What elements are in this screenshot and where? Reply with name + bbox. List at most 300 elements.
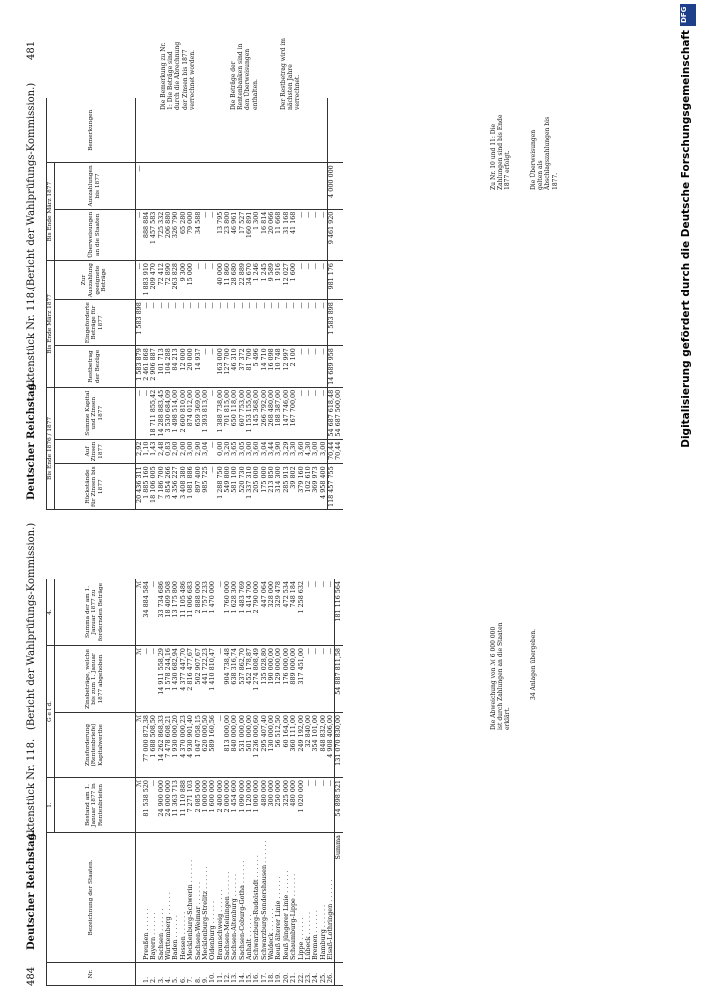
col8-header: Restbetrag der Bezüge <box>54 346 135 388</box>
bestand-value: 24 000 000 <box>165 778 172 833</box>
left-header-source: Aktenstück Nr. 118. <box>26 738 37 840</box>
summa-value: 447 064 <box>261 579 268 646</box>
row-number: 25. <box>320 963 327 986</box>
value-c8: — <box>202 346 209 388</box>
value-c12 <box>224 163 231 209</box>
col5-header: Rückstände für Zinsen bis 1877 <box>54 464 135 510</box>
value-c11: — <box>320 209 328 260</box>
value-c12 <box>283 163 290 209</box>
value-c9: — <box>158 300 165 346</box>
value-c11: 13 795 <box>217 209 224 260</box>
rotated-document <box>20 30 680 990</box>
value-c5: 7 186 700 <box>158 464 165 510</box>
state-name: Schwarzburg-Rudolstadt . . . . . . <box>253 833 260 963</box>
value-c11: 206 880 <box>165 209 172 260</box>
state-name: Bayern . . . . . . <box>150 833 157 963</box>
row-number: 7. <box>187 963 194 986</box>
zinsbetraege-value: 441 722,23 <box>202 646 209 713</box>
value-c9: — <box>290 300 297 346</box>
value-c7: — <box>312 387 319 439</box>
sum-c8: 14 689 958 <box>328 346 336 388</box>
summa-value: — <box>305 579 312 646</box>
bestand-value: 1 000 000 <box>253 778 260 833</box>
right-note-2: Die Beträge der Rentenbanken sind in den Überweisungen enthalten. <box>230 43 259 110</box>
bestand-value: 11 110 888 <box>180 778 187 833</box>
zinsforderung-value: 4 908 406,00 <box>327 713 335 778</box>
value-c6: 3,05 <box>239 439 246 464</box>
sum-zinsbetraege: 54 887 811,58 <box>335 646 343 713</box>
row-number: 23. <box>305 963 312 986</box>
value-c8: 14 710 <box>261 346 268 388</box>
value-c10: — <box>135 261 143 300</box>
zinsforderung-value: 501 000,00 <box>246 713 253 778</box>
zinsforderung-value: 360 111,00 <box>290 713 297 778</box>
value-c6: 0,83 <box>165 439 172 464</box>
zinsbetraege-value: 2 816 477,67 <box>187 646 194 713</box>
value-c5: 213 850 <box>268 464 275 510</box>
zinsforderung-value: 1 688 508,50 <box>150 713 157 778</box>
value-c9: — <box>165 300 172 346</box>
state-name: Baden . . . . . . <box>172 833 179 963</box>
value-c10: 72 412 <box>158 261 165 300</box>
value-c11: — <box>298 209 305 260</box>
col-nr: Nr. <box>47 963 136 986</box>
row-number: 1. <box>143 963 150 986</box>
zinsbetraege-value: 1 430 682,94 <box>172 646 179 713</box>
bestand-value: 1 090 000 <box>239 778 246 833</box>
col7-header: Summe Kapital und Zinsen 1877 <box>54 387 135 439</box>
value-c6: 2,90 <box>195 439 202 464</box>
value-c6: 2,92 <box>135 439 143 464</box>
bestand-value: 11 363 713 <box>172 778 179 833</box>
value-c12 <box>165 163 172 209</box>
state-name: Sachsen-Weimar . . . . . . <box>195 833 202 963</box>
value-c7: — <box>320 387 328 439</box>
sum-bestand: 54 898 521 <box>335 778 343 833</box>
summa-value: 1 470 000 <box>209 579 216 646</box>
value-c10: 12 027 <box>283 261 290 300</box>
state-name: Waldeck . . . . . . <box>268 833 275 963</box>
zinsforderung-value: 1 236 000,60 <box>253 713 260 778</box>
col4-num: 4. <box>47 579 55 646</box>
value-c8: 2 100 <box>290 346 297 388</box>
value-c7: 607 753,00 <box>239 387 246 439</box>
state-name: Mecklenburg-Strelitz . . . . . . <box>202 833 209 963</box>
value-c11: 160 891 <box>246 209 253 260</box>
zinsbetraege-value: 889 000,00 <box>290 646 297 713</box>
sum-row <box>335 579 343 986</box>
sum-c6: 70,44 <box>328 439 336 464</box>
unit: ℳ <box>135 778 143 833</box>
value-c12 <box>231 163 238 209</box>
summa-value: 1 258 632 <box>298 579 305 646</box>
state-name: Sachsen-Altenburg . . . . . . <box>231 833 238 963</box>
value-c9: — <box>239 300 246 346</box>
summa-value: 18 409 508 <box>165 579 172 646</box>
state-name: Reuß älterer Linie . . . . . . <box>275 833 282 963</box>
row-number: 6. <box>180 963 187 986</box>
value-c5: 39 802 <box>290 464 297 510</box>
right-note-5: Die Überweisungen gelten als Abschlagszahlungen bis 1877. <box>530 116 559 190</box>
value-c11: 326 790 <box>172 209 179 260</box>
value-c7: 145 368,00 <box>253 387 260 439</box>
value-c8: 20 000 <box>187 346 194 388</box>
zinsforderung-value: 531 000,00 <box>239 713 246 778</box>
zinsforderung-value: 589 160,56 <box>209 713 216 778</box>
bestand-value: 480 000 <box>290 778 297 833</box>
value-c5: 897 400 <box>195 464 202 510</box>
right-group-2: Bis Ende März 1877 <box>47 261 55 388</box>
zinsbetraege-value: — <box>305 646 312 713</box>
value-c5: 581 100 <box>231 464 238 510</box>
value-c12 <box>217 163 224 209</box>
row-number: 18. <box>268 963 275 986</box>
dfg-logo: DFG <box>680 4 696 26</box>
value-c8: 10 748 <box>275 346 282 388</box>
zinsbetraege-value: 452 178,87 <box>246 646 253 713</box>
value-c10: — <box>209 261 216 300</box>
summa-value: 2 888 000 <box>195 579 202 646</box>
bestand-value: 2 000 000 <box>224 778 231 833</box>
value-c6: 3,20 <box>224 439 231 464</box>
zinsbetraege-value: — <box>312 646 319 713</box>
value-c9: — <box>217 300 224 346</box>
row-number: 26. <box>327 963 335 986</box>
value-c6: 3,00 <box>320 439 328 464</box>
row-number: 24. <box>312 963 319 986</box>
value-c9: 1 583 898 <box>135 300 143 346</box>
value-c12 <box>246 163 253 209</box>
value-c9: — <box>209 300 216 346</box>
summa-value: 472 534 <box>283 579 290 646</box>
bestand-value: 1 000 000 <box>202 778 209 833</box>
value-c12 <box>209 163 216 209</box>
zinsforderung-value: 354 101,00 <box>312 713 319 778</box>
value-c9: — <box>261 300 268 346</box>
zinsforderung-value: 4 930 901,40 <box>187 713 194 778</box>
value-c6: 3,00 <box>246 439 253 464</box>
value-c9: — <box>275 300 282 346</box>
value-c10: 40 000 <box>217 261 224 300</box>
value-c8: 16 098 <box>268 346 275 388</box>
summa-value: 1 483 769 <box>239 579 246 646</box>
zinsbetraege-value: — <box>143 646 150 713</box>
value-c11: 1 457 583 <box>150 209 157 260</box>
summa-value: 11 105 486 <box>180 579 187 646</box>
zinsforderung-value: 249 192,00 <box>298 713 305 778</box>
col3-header: Zinsbeträge, welche bis zum 1. Januar 1877 abgehoben <box>54 646 135 713</box>
value-c8: 104 288 <box>165 346 172 388</box>
value-c6: 4,30 <box>305 439 312 464</box>
summa-value: — <box>327 579 335 646</box>
value-c8: 163 000 <box>217 346 224 388</box>
row-number: 5. <box>172 963 179 986</box>
value-c7: — <box>135 387 143 439</box>
value-c12 <box>180 163 187 209</box>
value-c10: — <box>320 261 328 300</box>
col23-group: G e l d. <box>47 646 55 778</box>
left-page-number: 484 <box>26 966 37 986</box>
value-c12 <box>143 163 150 209</box>
bestand-value: 7 271 103 <box>187 778 194 833</box>
row-number: 22. <box>298 963 305 986</box>
value-c6: — <box>209 439 216 464</box>
value-c9: — <box>231 300 238 346</box>
value-c11: 17 527 <box>239 209 246 260</box>
col9-header: Eingeforderte Beträge für 1877 <box>54 300 135 346</box>
value-c6: 3,00 <box>187 439 194 464</box>
state-name: Braunschweig . . . . . . <box>217 833 224 963</box>
value-c11: 79 000 <box>187 209 194 260</box>
bestand-value: — <box>327 778 335 833</box>
value-c5: 1 288 750 <box>217 464 224 510</box>
value-c10: 209 470 <box>150 261 157 300</box>
value-c9: — <box>187 300 194 346</box>
left-note-2: 34 Anlagen übergeben. <box>530 628 537 700</box>
value-c8: 101 713 <box>158 346 165 388</box>
zinsbetraege-value: 1 410 810,47 <box>209 646 216 713</box>
remark-cell <box>305 98 312 163</box>
zinsforderung-value: 77 000 872,38 <box>143 713 150 778</box>
unit: ℳ <box>135 713 143 778</box>
value-c8: 5 496 <box>253 346 260 388</box>
value-c8: 46 310 <box>231 346 238 388</box>
remark-cell <box>261 98 268 163</box>
value-c12 <box>261 163 268 209</box>
value-c11: — <box>202 209 209 260</box>
row-number: 13. <box>231 963 238 986</box>
dfg-credit: Digitalisierung gefördert durch die Deutsche Forschungsgemeinschaft <box>680 30 692 448</box>
remark-cell <box>217 98 224 163</box>
summa-value: — <box>320 579 327 646</box>
state-name: Elsaß-Lothringen . . . . . . <box>327 833 335 963</box>
value-c12 <box>239 163 246 209</box>
value-c7: 147 746,00 <box>283 387 290 439</box>
remark-cell <box>312 98 319 163</box>
value-c7: — <box>298 387 305 439</box>
value-c5: 314 300 <box>275 464 282 510</box>
value-c8: 81 700 <box>246 346 253 388</box>
value-c8: 2 906 887 <box>150 346 157 388</box>
sum-label: Summa <box>335 833 343 963</box>
value-c12 <box>150 163 157 209</box>
value-c9: — <box>253 300 260 346</box>
value-c10: — <box>202 261 209 300</box>
value-c9: — <box>224 300 231 346</box>
value-c9: — <box>143 300 150 346</box>
state-name: Sachsen-Meiningen . . . . . . <box>224 833 231 963</box>
zinsbetraege-value: — <box>150 646 157 713</box>
value-c11: 65 280 <box>180 209 187 260</box>
remark-cell <box>320 98 328 163</box>
zinsforderung-value: 7 478 608,21 <box>165 713 172 778</box>
bestand-value: 81 538 520 <box>143 778 150 833</box>
value-c6: 3,30 <box>290 439 297 464</box>
col10-header: Zur Auszahlung geeignete Beträge <box>54 261 135 300</box>
value-c9: — <box>246 300 253 346</box>
value-c12 <box>290 163 297 209</box>
value-c5: 20 436 311 <box>135 464 143 510</box>
state-name: Württemberg . . . . . . <box>165 833 172 963</box>
value-c6: 3,90 <box>275 439 282 464</box>
value-c12 <box>305 163 312 209</box>
value-c11: — <box>305 209 312 260</box>
value-c11: 1 300 <box>253 209 260 260</box>
zinsforderung-value: 295 407,40 <box>261 713 268 778</box>
value-c11: 11 668 <box>275 209 282 260</box>
blank <box>335 300 342 346</box>
summa-value: 1 414 700 <box>246 579 253 646</box>
sum2-c6: 70,44 <box>335 439 342 464</box>
value-c6: 3,65 <box>231 439 238 464</box>
row-number: 3. <box>158 963 165 986</box>
value-c10: 1 883 910 <box>143 261 150 300</box>
value-c7: 1 498 514,00 <box>172 387 179 439</box>
zinsforderung-value: 14 262 868,33 <box>158 713 165 778</box>
value-c9: — <box>312 300 319 346</box>
col1-num: 1. <box>47 778 55 833</box>
zinsforderung-value: 813 000,00 <box>224 713 231 778</box>
summa-value: 13 175 800 <box>172 579 179 646</box>
value-c6: 3,60 <box>298 439 305 464</box>
state-name: Hamburg . . . . . . <box>320 833 327 963</box>
value-c9: — <box>172 300 179 346</box>
remark-cell <box>143 98 150 163</box>
value-c5: — <box>209 464 216 510</box>
bestand-value: 250 000 <box>275 778 282 833</box>
right-note-4: Zu Nr. 10 und 11: Die Zahlungen sind bis Ende 1877 erfolgt. <box>490 114 512 190</box>
bestand-value: — <box>305 778 312 833</box>
value-c7: 188 387,00 <box>275 387 282 439</box>
state-name: Bremen . . . . . . <box>312 833 319 963</box>
value-c6: 3,29 <box>283 439 290 464</box>
value-c7: 268 480,00 <box>268 387 275 439</box>
row-number: 11. <box>217 963 224 986</box>
value-c5: 369 973 <box>312 464 319 510</box>
value-c8: 12 997 <box>283 346 290 388</box>
row-number: 16. <box>253 963 260 986</box>
zinsforderung-value: 32 840,00 <box>305 713 312 778</box>
value-c9: — <box>180 300 187 346</box>
value-c8: 12 000 <box>180 346 187 388</box>
sum-c11: 9 461 920 <box>328 209 336 260</box>
summa-value: 2 790 000 <box>253 579 260 646</box>
zinsbetraege-value: 1 578 244,16 <box>165 646 172 713</box>
value-c9: — <box>320 300 328 346</box>
value-c7: 659 369,00 <box>195 387 202 439</box>
value-c5: 285 913 <box>283 464 290 510</box>
col11-header: Überweisungen an die Staaten <box>54 209 135 260</box>
value-c10: — <box>312 261 319 300</box>
sum-summa: 181 116 564 <box>335 579 343 646</box>
value-c12 <box>158 163 165 209</box>
value-c10: — <box>298 261 305 300</box>
value-c10: 9 589 <box>268 261 275 300</box>
value-c5: 520 730 <box>239 464 246 510</box>
value-c5: 102 610 <box>305 464 312 510</box>
unit: ℳ <box>135 646 143 713</box>
sum-spacer <box>335 963 343 986</box>
row-number: 15. <box>246 963 253 986</box>
sum-c7: 54 687 618,48 <box>328 387 336 439</box>
value-c9: — <box>305 300 312 346</box>
value-c10: 15 000 <box>187 261 194 300</box>
zinsforderung-value: 60 164,00 <box>283 713 290 778</box>
value-c9: — <box>283 300 290 346</box>
value-c10: 28 680 <box>231 261 238 300</box>
value-c8: — <box>320 346 328 388</box>
summa-value: 1 757 233 <box>202 579 209 646</box>
value-c5: 549 800 <box>224 464 231 510</box>
zinsbetraege-value: 502 907,67 <box>195 646 202 713</box>
value-c5: 3 854 266 <box>165 464 172 510</box>
zinsbetraege-value: 904 738,48 <box>224 646 231 713</box>
right-header-title: (Bericht der Wahlprüfungs-Kommission.) <box>26 82 37 290</box>
value-c8: — <box>209 346 216 388</box>
value-c9: — <box>298 300 305 346</box>
value-c7: 167 700,00 <box>290 387 297 439</box>
value-c11: 16 814 <box>261 209 268 260</box>
bestand-value: — <box>320 778 327 833</box>
value-c7: 1 388 738,00 <box>217 387 224 439</box>
state-name: Mecklenburg-Schwerin . . . . . . <box>187 833 194 963</box>
value-c7: — <box>143 387 150 439</box>
bestand-value: — <box>150 778 157 833</box>
bestand-value: 1 454 600 <box>231 778 238 833</box>
left-table <box>46 579 343 986</box>
sum2-c7: 54 687 500,00 <box>335 387 342 439</box>
remark-cell <box>135 98 143 163</box>
value-c12 <box>195 163 202 209</box>
value-c7: 2 600 810,00 <box>180 387 187 439</box>
value-c8: — <box>312 346 319 388</box>
state-name: Schwarzburg-Sondershausen . . . . . . <box>261 833 268 963</box>
value-c8: 14 937 <box>195 346 202 388</box>
zinsbetraege-value: 317 451,00 <box>298 646 305 713</box>
row-number: 19. <box>275 963 282 986</box>
value-c10: 1 600 <box>290 261 297 300</box>
summa-value: 1 628 300 <box>231 579 238 646</box>
value-c5: 379 160 <box>298 464 305 510</box>
value-c6: 1,43 <box>150 439 157 464</box>
blank <box>335 209 342 260</box>
value-c9: — <box>202 300 209 346</box>
value-c7: — <box>209 387 216 439</box>
row-number: 4. <box>165 963 172 986</box>
row-number: 20. <box>283 963 290 986</box>
col-name: Bezeichnung der Staaten. <box>47 833 136 963</box>
value-c5: 1 081 886 <box>187 464 194 510</box>
summa-value: 33 734 686 <box>158 579 165 646</box>
value-c11: 23 800 <box>224 209 231 260</box>
value-c12 <box>298 163 305 209</box>
sum-row-2 <box>335 98 342 509</box>
value-c11: 31 168 <box>283 209 290 260</box>
zinsbetraege-value: 537 862,70 <box>239 646 246 713</box>
value-c6: 2,00 <box>172 439 179 464</box>
row-number: 21. <box>290 963 297 986</box>
value-c5: 1 337 310 <box>246 464 253 510</box>
value-c12 <box>275 163 282 209</box>
value-c10: 1 916 <box>275 261 282 300</box>
sum-zinsforderung: 131 070 830,00 <box>335 713 343 778</box>
value-c5: 4 958 400 <box>320 464 328 510</box>
sum-c9: 1 583 898 <box>328 300 336 346</box>
value-c10: 72 890 <box>165 261 172 300</box>
value-c6: 2,00 <box>180 439 187 464</box>
value-c7: 266 792,00 <box>261 387 268 439</box>
bestand-value: 2 085 000 <box>195 778 202 833</box>
